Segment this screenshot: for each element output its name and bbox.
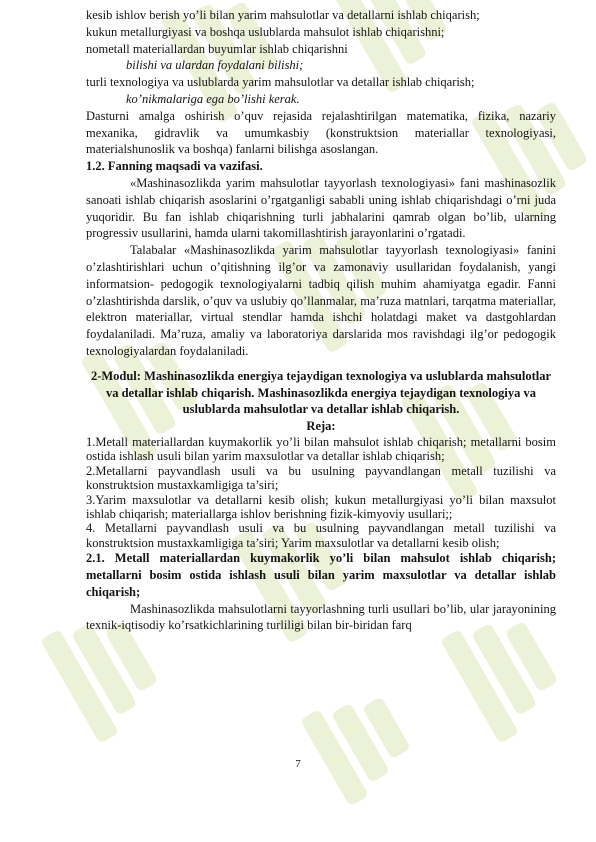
plan-item: 4. Metallarni payvandlash usuli va bu usulning payvandlangan metall tuzilishi va konstruktsion mustaxkamligiga ta’siri; Yarim maxsulotlar va detallarni kesib olish; [86, 521, 556, 550]
subsection-heading: 2.1. Metall materiallardan kuymakorlik yo’li bilan mahsulot ishlab chiqarish; metallarni bosim ostida ishlash usuli bilan yarim maxsulotlar va detallar ishlab chiqarish; [86, 551, 556, 599]
paragraph: «Mashinasozlikda yarim mahsulotlar tayyorlash texnologiyasi» fani mashinasozlik sanoati ishlab chiqarish asoslarini o’rgatganligi sababli uning ishlab chiqarishdagi o’rni juda yuqoridir. Bu fan ishlab chiqarishning turli jabhalarini qamrab olgan bo’lib, ularning progressiv usullarini, hamda ularni takomillashtirish jarayonlarini o’rgatadi. [86, 175, 556, 241]
page-number: 7 [295, 758, 301, 770]
paragraph: Mashinasozlikda mahsulotlarni tayyorlashning turli usullari bo’lib, ular jarayonining texnik-iqtisodiy ko’rsatkichlarining turliligi bilan bir-biridan farq [86, 601, 556, 633]
text-line: kesib ishlov berish yo’li bilan yarim mahsulotlar va detallarni ishlab chiqarish; [86, 8, 480, 22]
text-line: turli texnologiya va uslublarda yarim mahsulotlar va detallar ishlab chiqarish; [86, 75, 475, 90]
text-line: kukun metallurgiyasi va boshqa uslublarda mahsulot ishlab chiqarishni; [86, 24, 445, 39]
text-line: nometall materiallardan buyumlar ishlab chiqarishni [86, 41, 348, 56]
document-body [86, 7, 556, 634]
section-heading: 1.2. Fanning maqsadi va vazifasi. [86, 159, 263, 174]
paragraph: Talabalar «Mashinasozlikda yarim mahsulotlar tayyorlash texnologiyasi» fanini o’zlashtirishlari uchun o’qitishning ilg’or va zamonaviy usullaridan foydalanish, yangi informatsion- pedogogik texnologiyalarni tadbiq qilish muhim ahamiyatga egadir. Fanni o’zlashtirishda darslik, o’quv va uslubiy qo’llanmalar, ma’ruza matnlari, tarqatma materiallar, elektron materiallar, virtual stendlar hamda ishchi holatdagi maket va dastgohlardan foydalaniladi. Ma’ruza, amaliy va laboratoriya darslarida mos ravishdagi ilg’or pedogogik texnologiyalardan foydalaniladi. [86, 243, 556, 358]
plan-item: 1.Metall materiallardan kuymakorlik yo’li bilan mahsulot ishlab chiqarish; metallarni bosim ostida ishlash usuli bilan yarim maxsulotlar va detallar ishlab chiqarish; [86, 434, 556, 464]
paragraph: Dasturni amalga oshirish o’quv rejasida rejalashtirilgan matematika, fizika, nazariy mexanika, gidravlik va umumkasbiy (konstruktsion materiallar texnologiyasi, materialshunoslik va boshqa) fanlarni bilishga asoslangan. [86, 108, 556, 157]
plan-item: 3.Yarim maxsulotlar va detallarni kesib olish; kukun metallurgiyasi yo’li bilan maxsulot ishlab chiqarish; materiallarga ishlov berishning fizik-kimyoviy usullari;; [86, 492, 556, 521]
italic-line: bilishi va ulardan foydalani bilishi; [126, 58, 304, 73]
italic-line: ko’nikmalariga ega bo’lishi kerak. [126, 91, 300, 106]
plan-item: 2.Metallarni payvandlash usuli va bu usulning payvandlangan metall tuzilishi va konstruktsion mustaxkamligiga ta’siri; [86, 463, 556, 493]
module-title: 2-Modul: Mashinasozlikda energiya tejaydigan texnologiya va uslublarda mahsulotlar va detallar ishlab chiqarish. Mashinasozlikda energiya tejaydigan texnologiya va uslublarda mahsulotlar va detallar ishlab chiqarish. [90, 368, 552, 417]
plan-label: Reja: [306, 419, 336, 434]
